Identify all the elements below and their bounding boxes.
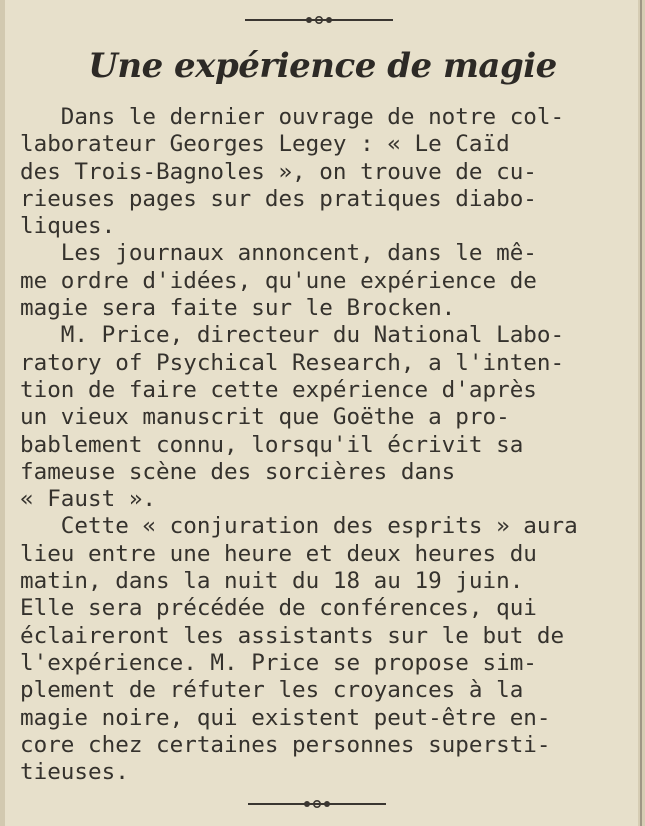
body-line: core chez certaines personnes supersti- — [20, 731, 551, 758]
body-line: éclaireront les assistants sur le but de — [20, 622, 565, 649]
body-line: tieuses. — [20, 759, 129, 786]
body-line: me ordre d'idées, qu'une expérience de — [20, 267, 537, 294]
top-ornament-rule — [245, 15, 393, 25]
body-line: M. Price, directeur du National Labo- — [20, 322, 565, 349]
body-line: rieuses pages sur des pratiques diabo- — [20, 185, 537, 212]
body-line: « Faust ». — [20, 486, 157, 513]
body-line: plement de réfuter les croyances à la — [20, 677, 524, 704]
body-line: Elle sera précédée de conférences, qui — [20, 595, 537, 622]
bottom-ornament-rule — [248, 799, 386, 809]
body-line: bablement connu, lorsqu'il écrivit sa — [20, 431, 524, 458]
left-edge-shadow — [0, 0, 5, 826]
body-line: des Trois-Bagnoles », on trouve de cu- — [20, 158, 537, 185]
body-line: Les journaux annoncent, dans le mê- — [20, 240, 537, 267]
body-line: magie noire, qui existent peut-être en- — [20, 704, 551, 731]
body-line: ratory of Psychical Research, a l'inten- — [20, 349, 565, 376]
body-line: magie sera faite sur le Brocken. — [20, 295, 456, 322]
body-line: Dans le dernier ouvrage de notre col- — [20, 104, 565, 130]
body-line: un vieux manuscrit que Goëthe a pro- — [20, 404, 510, 431]
body-line: lieu entre une heure et deux heures du — [20, 540, 537, 567]
body-line: matin, dans la nuit du 18 au 19 juin. — [20, 568, 524, 595]
body-line: l'expérience. M. Price se propose sim- — [20, 649, 537, 676]
article-title: Une expérience de magie — [88, 46, 557, 86]
body-line: laborateur Georges Legey : « Le Caïd — [20, 131, 510, 158]
body-line: tion de faire cette expérience d'après — [20, 376, 537, 403]
body-line: fameuse scène des sorcières dans — [20, 458, 456, 485]
article-body — [20, 104, 629, 786]
body-line: Cette « conjuration des esprits » aura — [20, 513, 578, 540]
body-line: liques. — [20, 213, 116, 240]
right-column-rule — [638, 0, 645, 826]
